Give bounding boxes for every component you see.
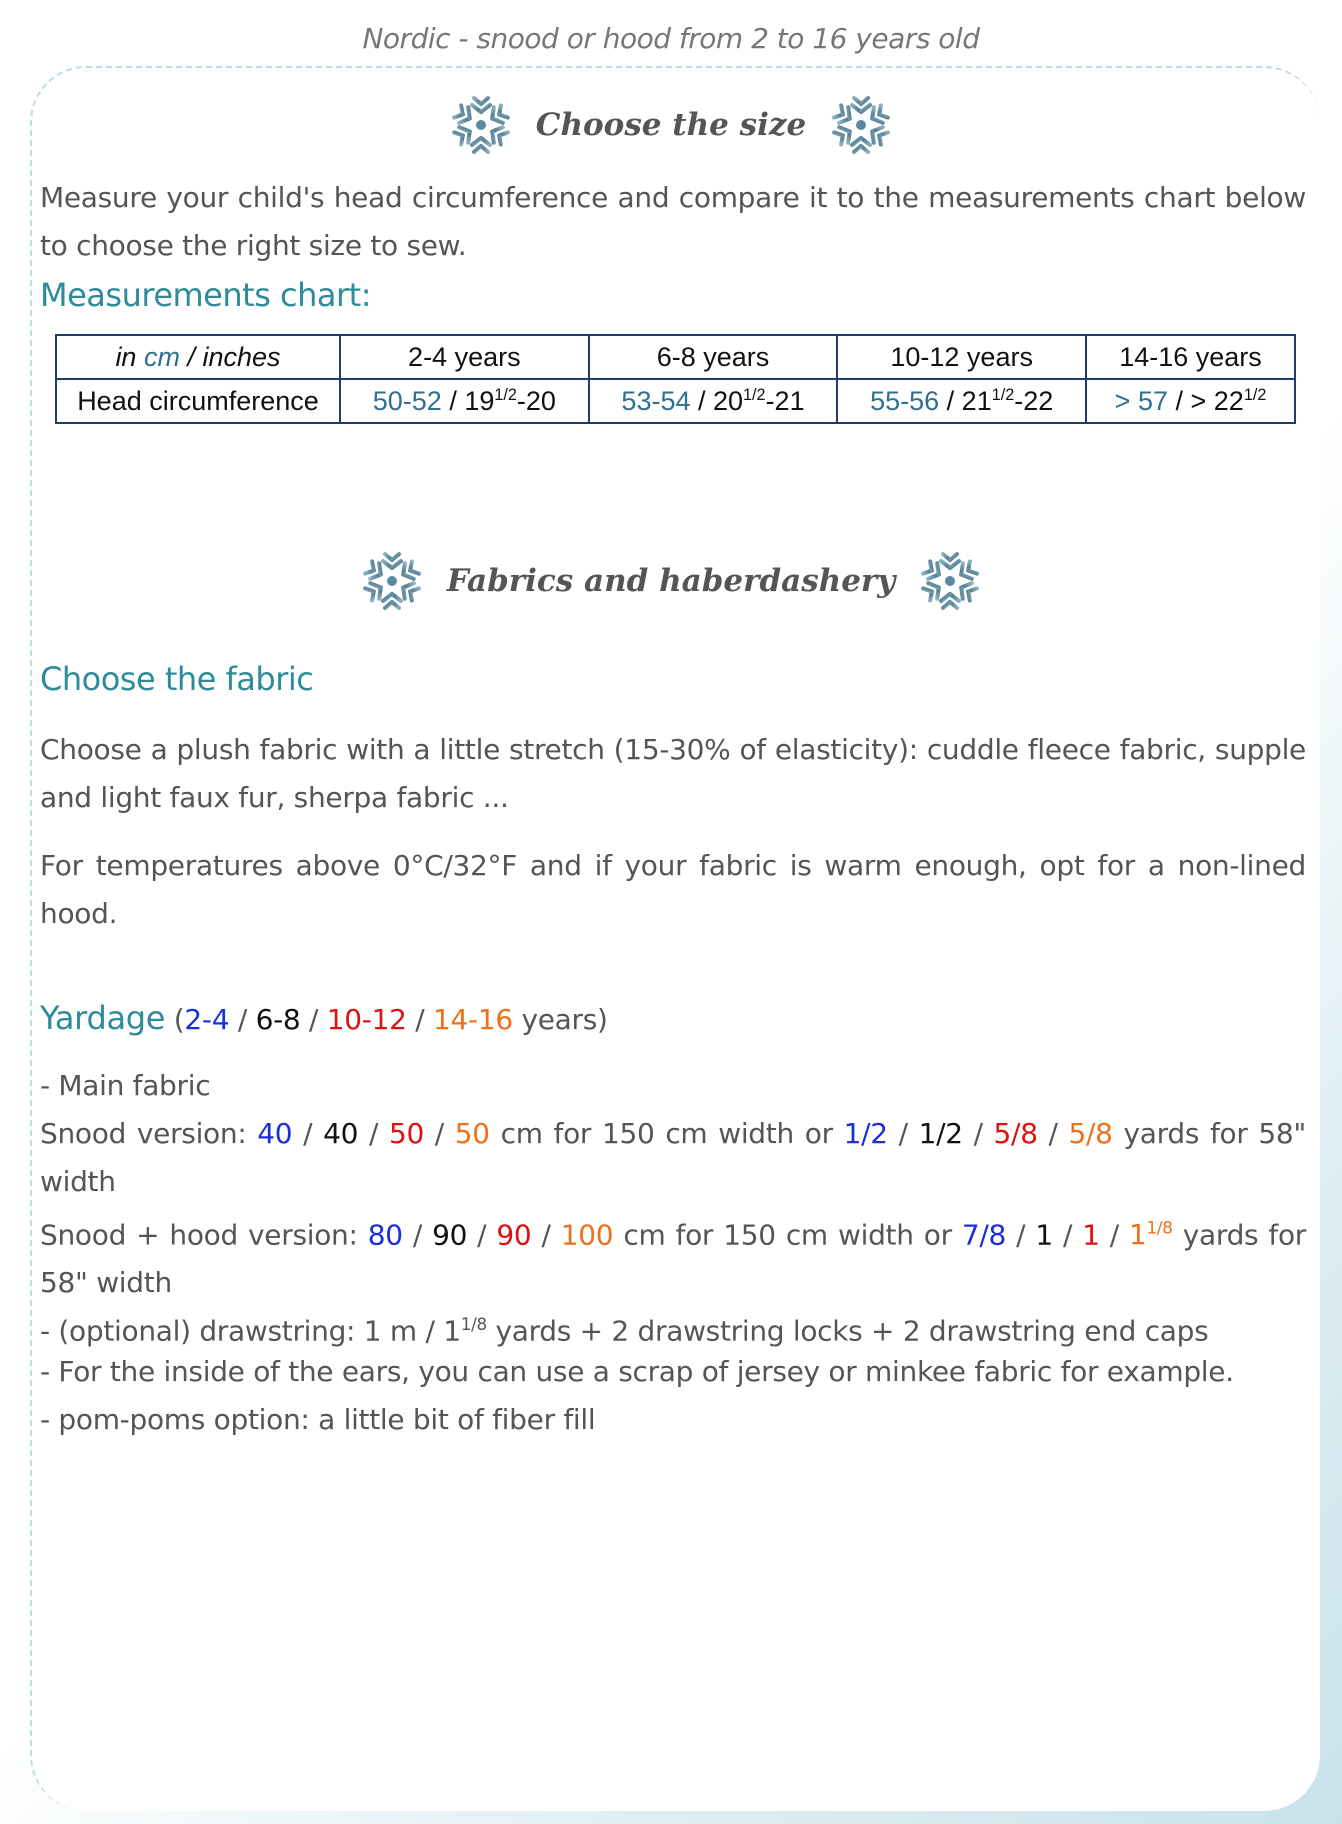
snood-mid-text: cm for 150 cm width or: [489, 1117, 844, 1150]
cell-cm-value: 50-52: [372, 385, 442, 416]
slash: /: [229, 1003, 256, 1036]
drawstring-post: yards + 2 drawstring locks + 2 drawstring end caps: [486, 1314, 1209, 1348]
snowflake-icon: [359, 548, 425, 614]
table-cell: [837, 379, 1086, 423]
row-label: Head circumference: [56, 379, 340, 423]
pompoms-line: - pom-poms option: a little bit of fiber fill: [40, 1403, 596, 1436]
hood-yd-10-12: 1: [1082, 1218, 1100, 1252]
snood-cm-2-4: 40: [257, 1117, 293, 1150]
table-row: [56, 379, 1295, 423]
drawstring-fraction: 1/8: [460, 1314, 487, 1334]
hood-yd-2-4: 7/8: [961, 1218, 1007, 1252]
document-header-title: Nordic - snood or hood from 2 to 16 years old: [362, 22, 980, 55]
content-card: [30, 66, 1320, 1811]
column-header: 2-4 years: [340, 335, 589, 379]
yardage-heading: Yardage: [40, 999, 166, 1037]
size-6-8: 6-8: [255, 1003, 301, 1036]
yardage-heading-line: [40, 994, 1306, 1044]
paren-open: (: [165, 1003, 185, 1036]
cell-inch-rest: -21: [765, 385, 805, 416]
hood-cm-6-8: 90: [432, 1218, 468, 1252]
hood-cm-14-16: 100: [560, 1218, 614, 1252]
ears-line: - For the inside of the ears, you can use a scrap of jersey or minkee fabric for example.: [40, 1355, 1234, 1388]
measurements-chart-heading: Measurements chart:: [40, 276, 371, 314]
snood-yd-10-12: 5/8: [993, 1117, 1038, 1150]
table-header-row: [56, 335, 1295, 379]
choose-size-title-row: [0, 92, 1342, 158]
hood-end-text: yards for 58" width: [40, 1218, 1307, 1300]
snood-yd-14-16: 5/8: [1068, 1117, 1113, 1150]
slash: /: [300, 1003, 327, 1036]
cell-inch-rest: -22: [1014, 385, 1054, 416]
corner-in-text: in: [115, 341, 137, 372]
snowflake-icon: [917, 548, 983, 614]
corner-inches-text: / inches: [187, 341, 281, 372]
column-header: 14-16 years: [1086, 335, 1295, 379]
choose-size-title: Choose the size: [535, 107, 807, 143]
hood-yd-14-16-fraction: 1/8: [1146, 1218, 1173, 1238]
snood-label: Snood version:: [40, 1117, 258, 1150]
size-intro-text: Measure your child's head circumference and compare it to the measurements chart below to choose the right size to sew.: [40, 181, 1306, 262]
snood-cm-10-12: 50: [388, 1117, 424, 1150]
snood-end-text: yards for 58" width: [40, 1117, 1306, 1198]
cell-inch-fraction: 1/2: [991, 385, 1015, 404]
cell-cm-value: 53-54: [621, 385, 691, 416]
fabrics-title-row: [0, 548, 1342, 614]
hood-mid-text: cm for 150 cm width or: [613, 1218, 962, 1252]
snood-version-line: Snood version: 40 / 40 / 50 / 50 cm for 150 cm width or 1/2 / 1/2 / 5/8 / 5/8 yards for 58" width: [40, 1117, 1306, 1198]
snood-cm-6-8: 40: [323, 1117, 359, 1150]
snood-yd-6-8: 1/2: [918, 1117, 963, 1150]
hood-version-line: Snood + hood version: 80 / 90 / 90 / 100 cm for 150 cm width or $7/8 / 1 / 1 / 1^{1/8}$ yards for 58" width: [40, 1218, 1307, 1300]
snowflake-icon: [448, 92, 514, 158]
cell-inch-base: 19: [464, 385, 495, 416]
table-cell: [1086, 379, 1295, 423]
column-header: 6-8 years: [589, 335, 838, 379]
table-cell: [340, 379, 589, 423]
cell-separator: /: [441, 385, 465, 416]
cell-inch-base: 20: [713, 385, 744, 416]
hood-cm-2-4: 80: [367, 1218, 403, 1252]
column-header: 10-12 years: [837, 335, 1086, 379]
size-14-16: 14-16: [433, 1003, 513, 1036]
size-2-4: 2-4: [184, 1003, 230, 1036]
size-10-12: 10-12: [326, 1003, 407, 1036]
cell-separator: /: [690, 385, 713, 416]
choose-fabric-heading: Choose the fabric: [40, 660, 314, 698]
fabrics-title: Fabrics and haberdashery: [446, 563, 896, 599]
cell-cm-value: > 57: [1114, 385, 1168, 416]
cell-inch-fraction: 1/2: [743, 385, 766, 404]
cell-inch-rest: -20: [516, 385, 556, 416]
hood-yd-14-16-base: 1: [1129, 1218, 1147, 1252]
hood-cm-10-12: 90: [496, 1218, 532, 1252]
cell-separator: /: [1167, 385, 1191, 416]
snood-cm-14-16: 50: [454, 1117, 490, 1150]
fabric-description-text: Choose a plush fabric with a little stretch (15-30% of elasticity): cuddle fleece fabric, supple and light faux fur, sherpa fabric ...: [40, 733, 1306, 814]
corner-cm-text: cm: [143, 341, 180, 372]
table-cell: [589, 379, 838, 423]
measurements-table: [55, 334, 1296, 424]
cell-inch-base: > 22: [1190, 385, 1244, 416]
cell-cm-value: 55-56: [870, 385, 940, 416]
table-corner-cell: [56, 335, 340, 379]
slash: /: [406, 1003, 433, 1036]
hood-label: Snood + hood version:: [40, 1218, 368, 1252]
paren-close: years): [512, 1003, 608, 1036]
snowflake-icon: [828, 92, 894, 158]
cell-inch-fraction: 1/2: [494, 385, 517, 404]
hood-yd-6-8: 1: [1035, 1218, 1053, 1252]
hood-yd-14-16: [1129, 1218, 1173, 1251]
cell-separator: /: [939, 385, 962, 416]
snood-yd-2-4: 1/2: [843, 1117, 888, 1150]
cell-inch-fraction: 1/2: [1243, 385, 1267, 404]
main-fabric-line: - Main fabric: [40, 1069, 211, 1102]
cell-inch-base: 21: [961, 385, 992, 416]
drawstring-pre: - (optional) drawstring: 1 m / 1: [40, 1314, 461, 1348]
lining-advice-text: For temperatures above 0°C/32°F and if your fabric is warm enough, opt for a non-lined hood.: [40, 849, 1306, 930]
